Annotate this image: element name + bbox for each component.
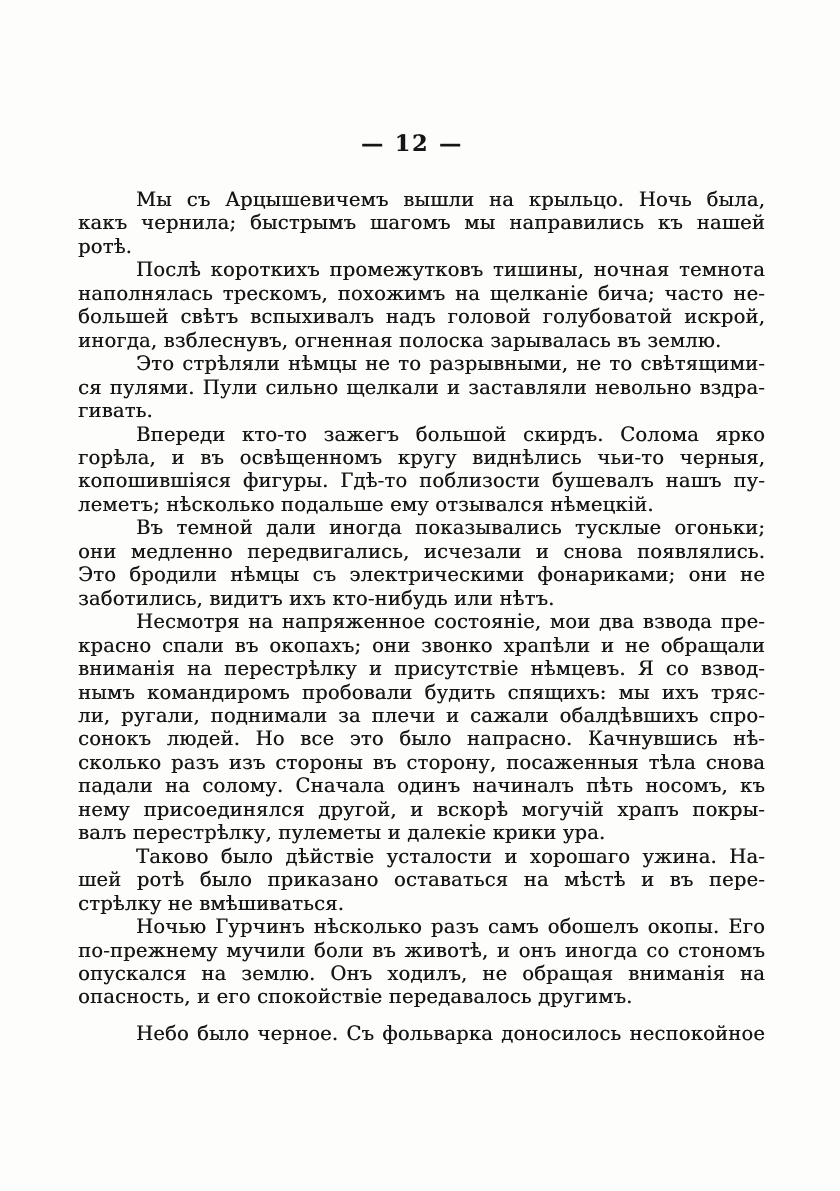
page-number: — 12 — — [361, 131, 463, 157]
text-line: шей ротѣ было приказано оставаться на мѣстѣ и въ пере- — [78, 868, 765, 892]
text-line: копошившіяся фигуры. Гдѣ-то поблизости бушевалъ нашъ пу- — [78, 469, 765, 493]
text-line: Это бродили нѣмцы съ электрическими фонариками; они не — [78, 563, 765, 587]
paragraph — [78, 188, 765, 258]
text-line: Таково было дѣйствіе усталости и хорошаго ужина. На- — [136, 844, 765, 868]
text-line: ли, ругали, поднимали за плечи и сажали обалдѣвшихъ спро- — [78, 703, 765, 727]
text-line: они медленно передвигались, исчезали и снова появлялись. — [78, 539, 765, 563]
paragraph — [78, 610, 765, 845]
text-line: горѣла, и въ освѣщенномъ кругу виднѣлись чьи-то черныя, — [78, 445, 765, 469]
text-line: нему присоединялся другой, и вскорѣ могучій храпъ покры- — [78, 797, 765, 821]
text-line: Въ темной дали иногда показывались тусклые огоньки; — [136, 516, 765, 540]
text-line: падали на солому. Сначала одинъ начиналъ пѣть носомъ, къ — [78, 774, 765, 798]
text-line: сколько разъ изъ стороны въ сторону, посаженныя тѣла снова — [78, 750, 765, 774]
text-line: сонокъ людей. Но все это было напрасно. Качнувшись нѣ- — [78, 727, 765, 751]
text-line: вниманія на перестрѣлку и присутствіе нѣмцевъ. Я со взвод- — [78, 657, 765, 681]
paragraph — [78, 352, 765, 422]
text-line: ся пулями. Пули сильно щелкали и заставляли невольно вздра- — [78, 375, 765, 399]
paragraph — [78, 423, 765, 517]
text-line: Мы съ Арцышевичемъ вышли на крыльцо. Ночь была, — [136, 188, 765, 211]
text-line: какъ чернила; быстрымъ шагомъ мы направились къ нашей — [78, 211, 765, 235]
text-line: опасность, и его спокойствіе передавалось другимъ. — [78, 985, 633, 1009]
text-line: иногда, взблеснувъ, огненная полоска зарывалась въ землю. — [78, 328, 722, 352]
text-line: ротѣ. — [78, 234, 132, 258]
text-line: гивать. — [78, 399, 153, 423]
text-line: леметъ; нѣсколько подальше ему отзывался нѣмецкій. — [78, 492, 654, 516]
text-line: заботились, видитъ ихъ кто-нибудь или нѣтъ. — [78, 586, 555, 610]
text-line: Это стрѣляли нѣмцы не то разрывными, не то свѣтящими- — [136, 352, 765, 376]
text-line: опускался на землю. Онъ ходилъ, не обращая вниманія на — [78, 961, 765, 985]
text-line: Послѣ короткихъ промежутковъ тишины, ночная темнота — [136, 258, 765, 282]
paragraph — [78, 845, 765, 915]
text-line: по-прежнему мучили боли въ животѣ, и онъ иногда со стономъ — [78, 938, 765, 962]
text-line: Впереди кто-то зажегъ большой скирдъ. Солома ярко — [136, 422, 765, 446]
paragraph — [78, 1022, 765, 1045]
text-line: нымъ командиромъ пробовали будить спящихъ: мы ихъ тряс- — [78, 680, 765, 704]
text-line: красно спали въ окопахъ; они звонко храпѣли и не обращали — [78, 633, 765, 657]
text-line: Небо было черное. Съ фольварка доносилось неспокойное — [136, 1021, 765, 1045]
page-text — [78, 188, 765, 1045]
text-line: большей свѣтъ вспыхивалъ надъ головой голубоватой искрой, — [78, 305, 765, 329]
text-line: стрѣлку не вмѣшиваться. — [78, 891, 344, 915]
text-line: Ночью Гурчинъ нѣсколько разъ самъ обошелъ окопы. Его — [136, 915, 765, 939]
text-line: наполнялась трескомъ, похожимъ на щелканіе бича; часто не- — [78, 281, 765, 305]
paragraph — [78, 915, 765, 1009]
paragraph — [78, 258, 765, 352]
text-line: валъ перестрѣлку, пулеметы и далекіе крики ура. — [78, 821, 606, 845]
text-line: Несмотря на напряженное состояніе, мои два взвода пре- — [136, 610, 765, 634]
paragraph — [78, 516, 765, 610]
